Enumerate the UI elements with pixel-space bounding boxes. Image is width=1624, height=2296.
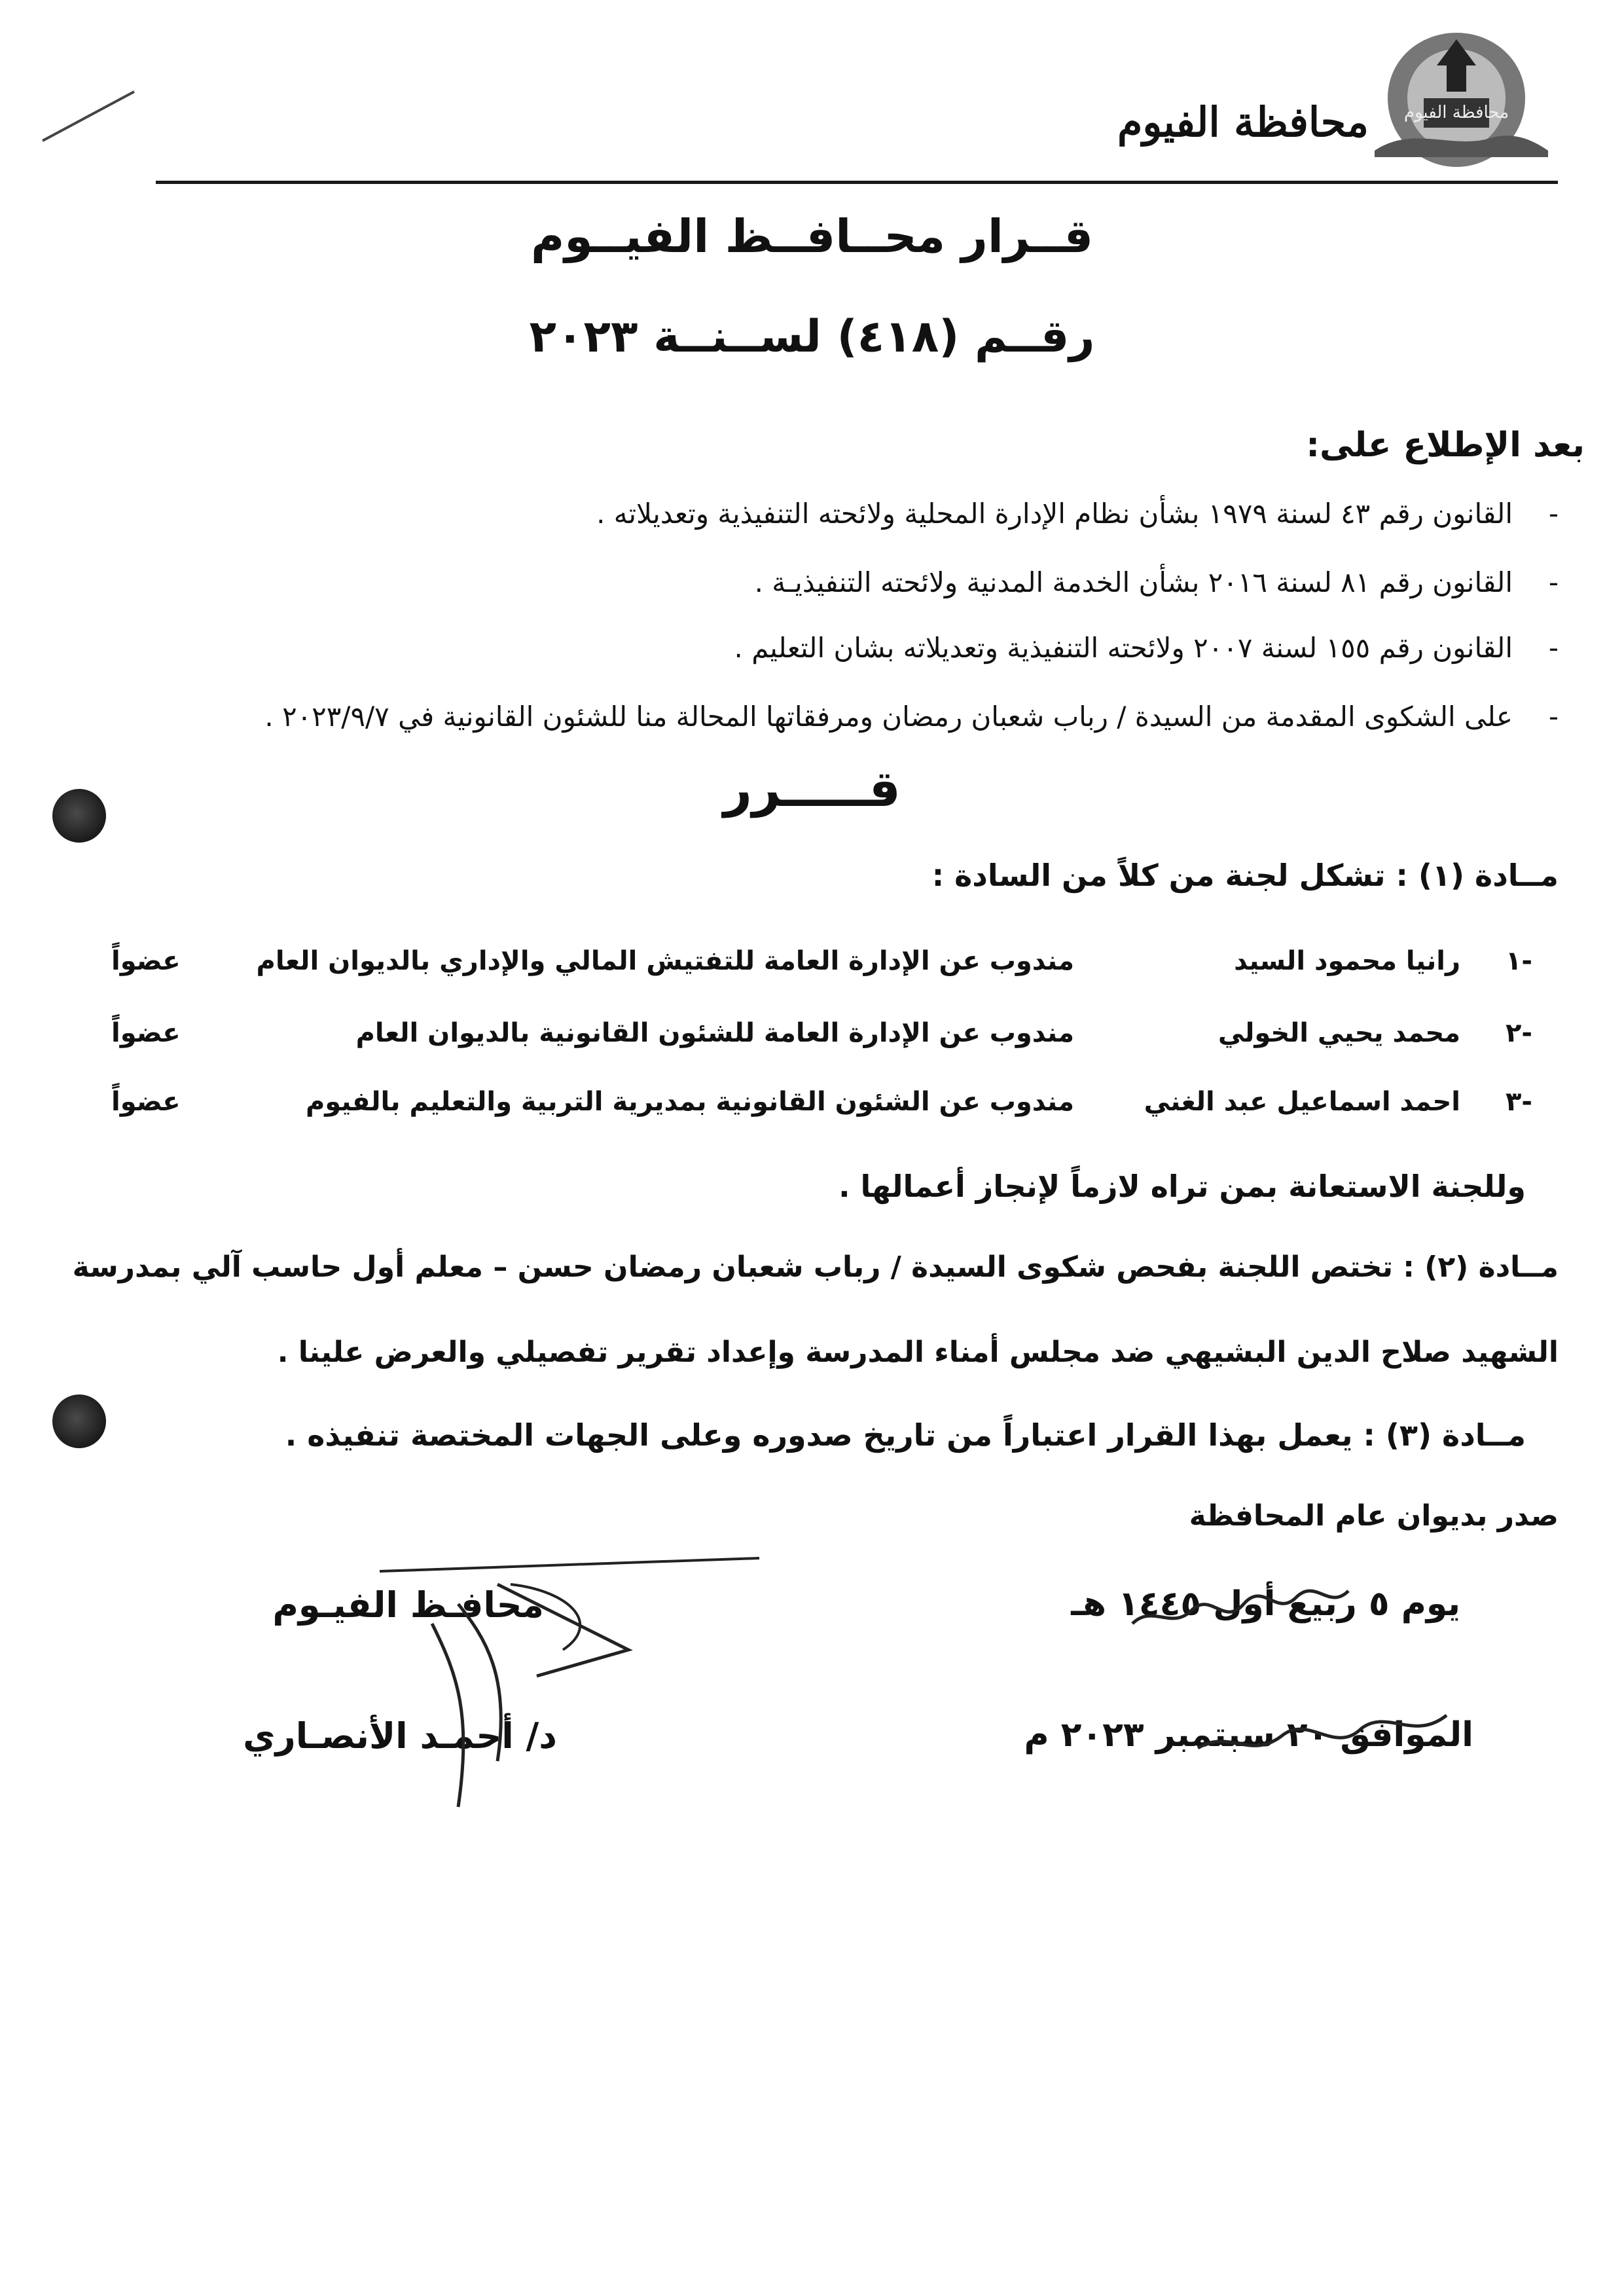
scan-stroke-mark — [39, 85, 137, 144]
handwritten-month-mark — [1191, 1696, 1466, 1774]
punch-hole — [52, 789, 106, 843]
issued-at: صدر بديوان عام المحافظة — [1189, 1499, 1559, 1533]
law-text: على الشكوى المقدمة من السيدة / رباب شعبان رمضان ومرفقاتها المحالة منا للشئون القانونية في ٢٠٢٣/٩/٧ . — [264, 701, 1513, 733]
member-role: مندوب عن الإدارة العامة للتفتيش المالي والإداري بالديوان العام — [256, 946, 1074, 976]
member-row — [0, 946, 1624, 992]
member-name: رانيا محمود السيد — [1234, 946, 1460, 976]
date-hijri: يوم ٥ ربيع أول ١٤٤٥ هـ — [1071, 1584, 1460, 1624]
signatory-title: محافـظ الفيـوم — [272, 1584, 544, 1626]
law-dash: - — [1548, 701, 1559, 733]
law-dash: - — [1548, 632, 1559, 664]
header-divider — [156, 181, 1558, 184]
decree-title: قــرار محــافــظ الفيــوم — [530, 210, 1094, 263]
decree-number: رقــم (٤١٨) لســنــة ٢٠٢٣ — [529, 311, 1095, 363]
member-row — [0, 1018, 1624, 1064]
preamble-heading: بعد الإطلاع على: — [1306, 426, 1585, 465]
member-membership: عضواً — [111, 946, 181, 976]
member-role: مندوب عن الشئون القانونية بمديرية التربية والتعليم بالفيوم — [305, 1087, 1074, 1117]
signatory-name: د/ أحمـد الأنصـاري — [243, 1715, 557, 1757]
member-index: -١ — [1505, 946, 1532, 976]
governorate-emblem-icon — [1362, 20, 1551, 177]
governor-signature — [262, 1545, 785, 1820]
member-index: -٢ — [1505, 1018, 1532, 1048]
member-membership: عضواً — [111, 1087, 181, 1117]
law-dash: - — [1548, 498, 1559, 530]
governorate-name: محافظة الفيوم — [1117, 98, 1369, 146]
law-dash: - — [1548, 566, 1559, 598]
law-text: القانون رقم ١٥٥ لسنة ٢٠٠٧ ولائحته التنفيذية وتعديلاته بشان التعليم . — [734, 632, 1513, 664]
article-1: مــادة (١) : تشكل لجنة من كلاً من السادة : — [931, 858, 1559, 893]
date-gregorian: الموافق ٢٠ سبتمبر ٢٠٢٣ م — [1024, 1715, 1473, 1755]
article-2-line-2: الشهيد صلاح الدين البشيهي ضد مجلس أمناء المدرسة وإعداد تقرير تفصيلي والعرض علينا . — [277, 1336, 1559, 1369]
punch-hole — [52, 1394, 106, 1448]
member-name: محمد يحيي الخولي — [1218, 1018, 1460, 1048]
article-2-line-1: مــادة (٢) : تختص اللجنة بفحص شكوى السيدة / رباب شعبان رمضان حسن – معلم أول حاسب آلي بمدرسة — [72, 1250, 1559, 1284]
emblem-label: محافظة الفيوم — [1403, 103, 1509, 122]
article-3: مــادة (٣) : يعمل بهذا القرار اعتباراً من تاريخ صدوره وعلى الجهات المختصة تنفيذه . — [285, 1417, 1526, 1453]
handwritten-date-mark — [1126, 1565, 1401, 1643]
law-text: القانون رقم ٨١ لسنة ٢٠١٦ بشأن الخدمة المدنية ولائحته التنفيذيـة . — [754, 566, 1513, 598]
member-role: مندوب عن الإدارة العامة للشئون القانونية بالديوان العام — [355, 1018, 1074, 1048]
member-membership: عضواً — [111, 1018, 181, 1048]
article-1-note: وللجنة الاستعانة بمن تراه لازماً لإنجاز أعمالها . — [839, 1169, 1526, 1204]
member-name: احمد اسماعيل عبد الغني — [1144, 1087, 1460, 1117]
member-row — [0, 1087, 1624, 1133]
law-text: القانون رقم ٤٣ لسنة ١٩٧٩ بشأن نظام الإدارة المحلية ولائحته التنفيذية وتعديلاته . — [596, 498, 1513, 530]
member-index: -٣ — [1505, 1087, 1532, 1117]
decided-heading: قـــــرر — [723, 759, 901, 818]
